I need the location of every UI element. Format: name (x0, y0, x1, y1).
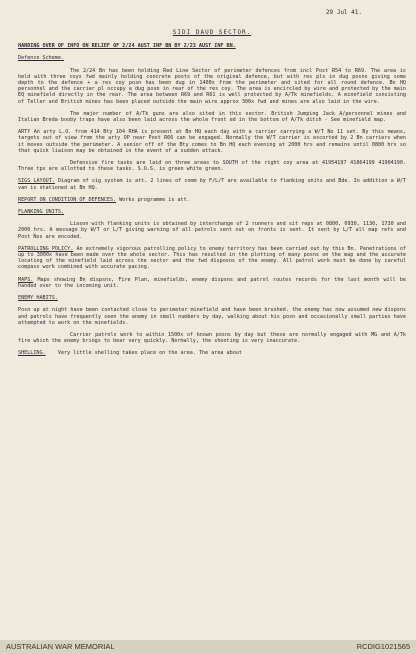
shelling-body: Very little shelling takes place on the area. The area about (57, 350, 242, 357)
arty-paragraph: ARTY An arty L.O. from 414 Bty 104 RHA is present at Bn HQ each day with a carrier carrying a W/T No 11 set. By this means, targets out of view from the arty OP near Post R66 can be engaged. Normally the W/T carrier is escorted by 2 Bn carriers when it moves outside the perimeter. A senior off of the Bty comes to Bn HQ each evening at 2000 hrs and remains until 0800 hrs so that quick liaison may be obtained in the event of a sudden attack. (18, 129, 406, 154)
sigs-title: SIGS LAYOUT. (18, 178, 55, 185)
patrol-section (18, 246, 406, 271)
maps-section (18, 277, 406, 289)
defence-paragraph-2: The major number of A/Tk guns are also sited in this sector. British Jumping Jack A/personnel mines and Italian Breda booby traps have also been laid across the whole front ed in the bottom of A/Tk ditch - See minefield map. (18, 110, 406, 124)
document-date: 29 Jul 41. (325, 9, 362, 16)
document-heading: HANDING OVER OF INFO ON RELIEF OF 2/24 AUST INF BN BY 2/23 AUST INF BN. (18, 43, 236, 50)
shelling-section (18, 350, 406, 356)
sigs-section (18, 178, 406, 190)
maps-body: Maps showing Bn dispsns, Fire Plan, minefields, enemy dispsns and patrol routes records for the last month will be handed over to the incoming unit. (18, 276, 406, 289)
defence-paragraph-1: The 2/24 Bn has been holding Red Line Sector of perimeter defences from incl Post R54 to R69. The area is held with three coys fwd mainly holding concrete posts of the original defence, but with res pls in dug posns giving some depth to the defence + a res coy posn has been dug in 1400x from the perimeter and sited for all round defence. Bn HQ personnel and the carrier pl occupy a dug posn in rear of the res coy. The area is encircled by wire and protected by the main EQ minefield directly in the rear. The area between R69 and R61 is well protected by A/Tk minefields. A minefield consisting of Teller and British mines has been placed outside the main wire approx 300x fwd and mines are also laid in the wire. (18, 67, 406, 105)
report-title: REPORT ON CONDITION OF DEFENCES. (18, 196, 117, 203)
sigs-body: Diagram of sig system is att. 2 lines of comm by F/L/T are available to flanking units and Bde. In addition a W/T van is stationed at Bn HQ. (18, 178, 406, 191)
report-body: Works programme is att. (119, 196, 190, 203)
document-body (18, 10, 406, 357)
archive-name: AUSTRALIAN WAR MEMORIAL (6, 642, 115, 651)
defensive-fire-paragraph: Defensive fire tasks are laid on three areas to SOUTH of the right coy area at 41954197 41864199 41904190. Three tps are allotted to these tasks. S.O.S. is green white green. (18, 160, 406, 173)
document-title: SIDI DAUD SECTOR. (172, 29, 252, 36)
enemy-body: Posn up at night have been contacted close to perimeter minefield and have been brushed. the enemy has now assumed new dispsns and patrols have frequently seen the enemy in small numbers by day, walking about his posn and occasionally small parties have attempted to work on the minefields. (18, 307, 406, 326)
archive-id: RCDIG1021565 (356, 642, 410, 651)
defence-title: Defence Scheme. (18, 55, 65, 62)
flanking-title: FLANKING UNITS. (18, 209, 65, 216)
enemy-body-2: Carrier patrols work to within 1500x of known posns by day but these are normally engaged with MG and A/Tk fire which the enemy brings to bear very quickly. Normally, the shooting is very inaccurate. (18, 331, 406, 345)
archive-footer (0, 640, 416, 654)
patrol-body: An extremely vigorous patrolling policy to enemy territory has been carried out by this Bn. Penetrations of up to 3000x have been made over the whole sector. This has resulted in the plotting of many posns on the map and the accurate locating of the minefield laid across the sector and the fwd disposns of the enemy. All patrol work must be done by careful compass work combined with accurate pacing. (18, 245, 406, 271)
flanking-body: Liason with flanking units is obtained by interchange of 2 runners and sit reps at 0800, 0930, 1130, 1730 and 2000 hrs. A message by W/T or L/T giving warning of all patrols sent out on fronts is sent. It sent by L/T all map refs and Post Nos are encoded. (18, 221, 406, 240)
shelling-title: SHELLING. (18, 350, 46, 357)
maps-title: MAPS. (18, 276, 34, 283)
patrol-title: PATROLLING POLICY. (18, 245, 74, 252)
enemy-title: ENEMY HABITS. (18, 295, 58, 302)
report-section (18, 197, 406, 203)
